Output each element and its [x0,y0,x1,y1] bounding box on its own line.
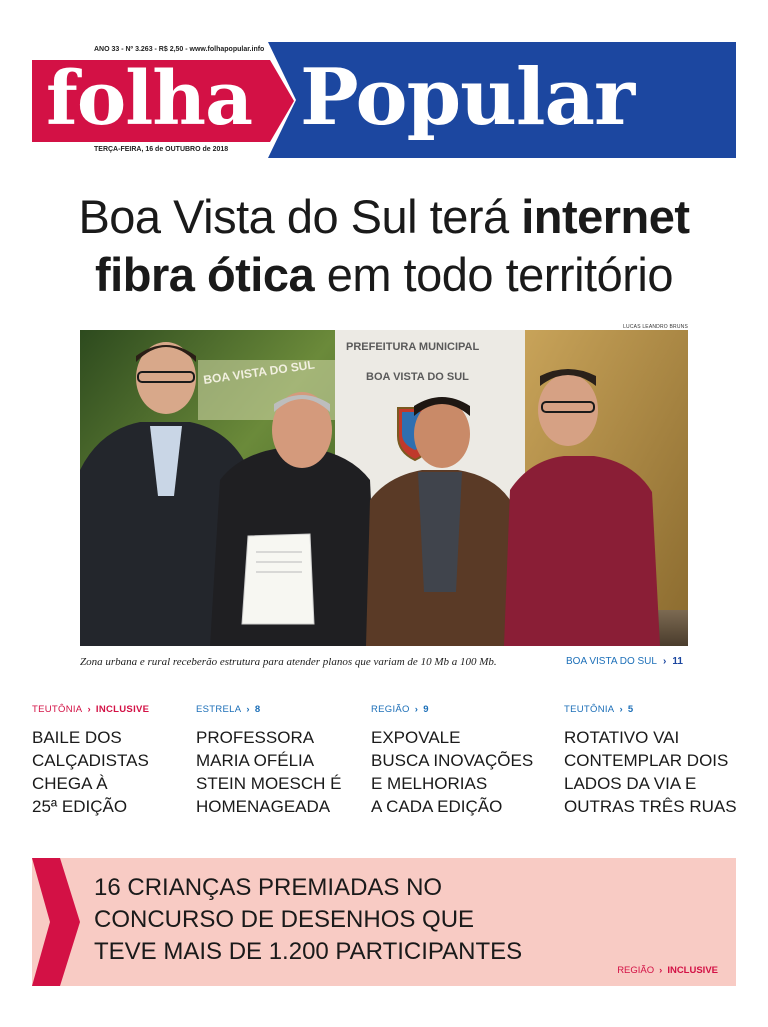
teaser-section: REGIÃO [371,704,410,715]
teaser-page: 5 [627,704,634,715]
masthead [32,42,736,158]
caption-page-reference[interactable] [566,656,683,667]
chevron-right-icon: › [619,704,623,715]
lead-photo[interactable] [80,330,688,646]
teaser-section: ESTRELA [196,704,242,715]
banner-page: INCLUSIVE [667,965,718,976]
masthead-info-line: ANO 33 - Nº 3.263 - R$ 2,50 - www.folhapopular.info [94,46,265,53]
teaser-2[interactable] [196,704,376,818]
bottom-banner[interactable] [32,858,736,986]
headline-bold2: fibra ótica [95,248,315,301]
teaser-section: TEUTÔNIA [32,704,83,715]
main-headline[interactable] [30,188,738,304]
teaser-kicker [32,704,212,718]
teaser-page: INCLUSIVE [95,704,150,715]
sign-line1: PREFEITURA MUNICIPAL [346,341,480,353]
headline-part1: Boa Vista do Sul terá [78,190,522,243]
caption-page-number: 11 [672,656,683,667]
teaser-page: 8 [254,704,261,715]
teaser-section: TEUTÔNIA [564,704,615,715]
headline-bold1: internet [521,190,690,243]
teaser-title: ROTATIVO VAI CONTEMPLAR DOIS LADOS DA VIA E OUTRAS TRÊS RUAS [564,728,737,816]
teaser-1[interactable] [32,704,212,818]
teaser-title: BAILE DOS CALÇADISTAS CHEGA À 25ª EDIÇÃO [32,728,149,816]
lead-photo-illustration [80,330,688,646]
masthead-name-folha: folha [46,56,253,142]
photo-caption: Zona urbana e rural receberão estrutura para atender planos que variam de 10 Mb a 100 Mb. [80,656,497,668]
document-icon [242,534,314,624]
chevron-right-icon [32,858,80,986]
photo-credit: LUCAS LEANDRO BRUNS [623,324,688,330]
teaser-3[interactable] [371,704,551,818]
mural-text: BOA VISTA DO SUL [202,357,316,387]
chevron-right-icon: › [659,965,663,976]
teaser-kicker [371,704,551,718]
chevron-right-icon: › [246,704,250,715]
chevron-right-icon: › [87,704,91,715]
banner-section: REGIÃO [617,965,655,976]
teaser-kicker [564,704,744,718]
banner-headline: 16 CRIANÇAS PREMIADAS NO CONCURSO DE DESENHOS QUE TEVE MAIS DE 1.200 PARTICIPANTES [94,874,523,965]
teaser-page: 9 [423,704,429,715]
banner-page-reference [617,965,718,976]
chevron-right-icon: › [414,704,419,715]
caption-section: BOA VISTA DO SUL [566,656,657,667]
teaser-4[interactable] [564,704,744,818]
masthead-name-popular: Popular [300,52,635,143]
chevron-right-icon: › [662,656,667,667]
teaser-kicker [196,704,376,718]
teaser-title: EXPOVALE BUSCA INOVAÇÕES E MELHORIAS A CADA EDIÇÃO [371,728,534,816]
headline-part2: em todo território [314,248,673,301]
sign-line2: BOA VISTA DO SUL [366,371,469,383]
teaser-title: PROFESSORA MARIA OFÉLIA STEIN MOESCH É HOMENAGEADA [196,728,342,816]
masthead-date: TERÇA-FEIRA, 16 de OUTUBRO de 2018 [94,146,229,153]
